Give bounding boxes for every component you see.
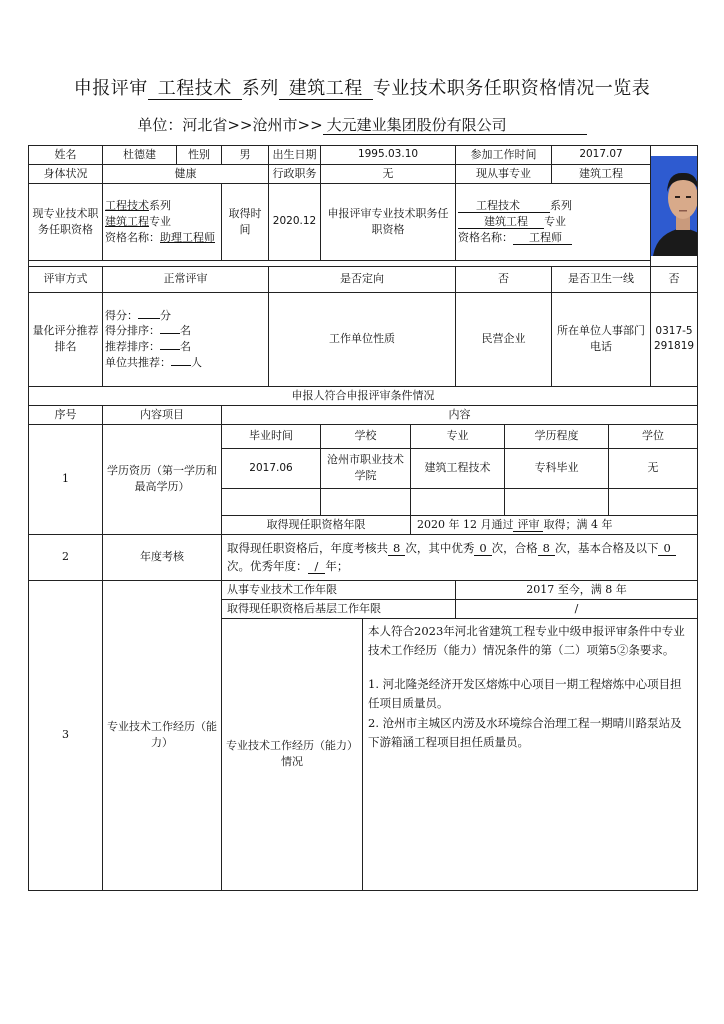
exp-base-label: 取得现任职资格后基层工作年限 bbox=[222, 599, 456, 618]
annual-text-2: 次，其中优秀 bbox=[405, 540, 475, 555]
current-qual-detail bbox=[103, 183, 222, 260]
edu-no: 1 bbox=[29, 424, 103, 534]
apply-qual-label: 申报评审专业技术职务任职资格 bbox=[321, 183, 456, 260]
name-label: 姓名 bbox=[29, 146, 103, 165]
score-label: 得分： bbox=[105, 308, 138, 322]
frontline-value: 否 bbox=[651, 266, 698, 292]
edu-degree: 无 bbox=[609, 448, 698, 488]
obtain-time-label: 取得时间 bbox=[222, 183, 269, 260]
hr-phone-value: 0317-5291819 bbox=[651, 292, 698, 386]
annual-excellent: 0 bbox=[474, 542, 491, 556]
annual-item: 年度考核 bbox=[103, 534, 222, 580]
birth-value: 1995.03.10 bbox=[321, 146, 456, 165]
health-label: 身体状况 bbox=[29, 164, 103, 183]
annual-excellent-years: / bbox=[308, 560, 326, 574]
edu-limit-label: 取得现任职资格年限 bbox=[222, 515, 411, 534]
score-unit: 分 bbox=[160, 308, 171, 322]
health-value: 健康 bbox=[103, 164, 269, 183]
annual-text-4: 次，基本合格及以下 bbox=[554, 540, 659, 555]
edu-grad-time: 2017.06 bbox=[222, 448, 321, 488]
edu-limit-date: 2020 年 12 月通过 bbox=[417, 517, 514, 531]
company-nature-value: 民营企业 bbox=[456, 292, 552, 386]
exp-base-value: / bbox=[456, 599, 698, 618]
current-major-value: 建筑工程 bbox=[552, 164, 651, 183]
page-title bbox=[0, 74, 724, 100]
score-rank-label: 得分排序： bbox=[105, 324, 160, 338]
current-qual-label: 现专业技术职务任职资格 bbox=[29, 183, 103, 260]
annual-text-5: 次。优秀年度： bbox=[227, 559, 308, 574]
current-qual-series-suffix: 系列 bbox=[149, 198, 171, 212]
admin-value: 无 bbox=[321, 164, 456, 183]
current-qual-major: 建筑工程 bbox=[105, 214, 149, 228]
apply-qual-series: 工程技术 bbox=[458, 200, 550, 213]
edu-item: 学历资历（第一学历和最高学历） bbox=[103, 424, 222, 534]
exp-detail-item-1: 1. 河北隆尧经济开发区熔炼中心项目一期工程熔炼中心项目担任项目质量员。 bbox=[368, 676, 682, 711]
company-nature-label: 工作单位性质 bbox=[269, 292, 456, 386]
hr-phone-label: 所在单位人事部门电话 bbox=[552, 292, 651, 386]
unit-name: 大元建业集团股份有限公司 bbox=[323, 117, 587, 135]
title-series-suffix: 系列 bbox=[241, 78, 279, 99]
annual-text-3: 次，合格 bbox=[491, 540, 538, 555]
id-photo bbox=[651, 146, 698, 267]
annual-pass: 8 bbox=[538, 542, 555, 556]
title-major: 建筑工程 bbox=[279, 79, 373, 100]
gender-label: 性别 bbox=[177, 146, 222, 165]
exp-detail bbox=[363, 618, 698, 890]
header-content: 内容 bbox=[222, 405, 698, 424]
birth-label: 出生日期 bbox=[269, 146, 321, 165]
section-title: 申报人符合申报评审条件情况 bbox=[29, 386, 698, 405]
apply-qual-name: 工程师 bbox=[513, 232, 572, 245]
current-major-label: 现从事专业 bbox=[456, 164, 552, 183]
quantified-score-label: 量化评分推荐排名 bbox=[29, 292, 103, 386]
exp-detail-label: 专业技术工作经历（能力）情况 bbox=[222, 618, 363, 890]
edu-col-major: 专业 bbox=[411, 424, 505, 448]
review-method-value: 正常评审 bbox=[103, 266, 269, 292]
unit-prefix: 河北省>>沧州市>> bbox=[182, 116, 323, 134]
edu-empty-3 bbox=[411, 488, 505, 515]
apply-qual-major-suffix: 专业 bbox=[544, 214, 567, 228]
edu-empty-1 bbox=[222, 488, 321, 515]
exp-years-value: 2017 至今，满 8 年 bbox=[456, 580, 698, 599]
name-value: 杜德建 bbox=[103, 146, 177, 165]
total-rec-unit: 人 bbox=[191, 356, 202, 370]
directed-label: 是否定向 bbox=[269, 266, 456, 292]
exp-item: 专业技术工作经历（能力） bbox=[103, 580, 222, 890]
edu-empty-5 bbox=[609, 488, 698, 515]
title-prefix: 申报评审 bbox=[73, 78, 148, 99]
exp-years-label: 从事专业技术工作年限 bbox=[222, 580, 456, 599]
annual-detail bbox=[222, 534, 698, 580]
frontline-label: 是否卫生一线 bbox=[552, 266, 651, 292]
work-start-label: 参加工作时间 bbox=[456, 146, 552, 165]
current-qual-major-suffix: 专业 bbox=[149, 214, 171, 228]
header-item: 内容项目 bbox=[103, 405, 222, 424]
edu-school: 沧州市职业技术学院 bbox=[321, 448, 411, 488]
edu-col-level: 学历程度 bbox=[505, 424, 609, 448]
title-series: 工程技术 bbox=[148, 79, 242, 100]
current-qual-name-prefix: 资格名称： bbox=[105, 230, 160, 244]
qualification-table bbox=[28, 145, 698, 891]
current-qual-series: 工程技术 bbox=[105, 198, 149, 212]
title-suffix: 专业技术职务任职资格情况一览表 bbox=[372, 78, 651, 99]
exp-detail-item-2: 2. 沧州市主城区内涝及水环境综合治理工程一期晴川路泵站及下游箱涵工程项目担任质量员。 bbox=[368, 715, 682, 750]
apply-qual-major: 建筑工程 bbox=[458, 216, 544, 229]
edu-empty-2 bbox=[321, 488, 411, 515]
portrait-image bbox=[651, 156, 698, 256]
review-method-label: 评审方式 bbox=[29, 266, 103, 292]
edu-level: 专科毕业 bbox=[505, 448, 609, 488]
edu-limit-value bbox=[411, 515, 698, 534]
apply-qual-detail bbox=[456, 183, 651, 260]
gender-value: 男 bbox=[222, 146, 269, 165]
unit-label: 单位： bbox=[137, 116, 183, 134]
directed-value: 否 bbox=[456, 266, 552, 292]
header-no: 序号 bbox=[29, 405, 103, 424]
annual-basic: 0 bbox=[658, 542, 675, 556]
edu-limit-method: 评审 bbox=[513, 519, 543, 532]
edu-empty-4 bbox=[505, 488, 609, 515]
current-qual-name: 助理工程师 bbox=[160, 230, 215, 244]
annual-text-6: 年； bbox=[325, 559, 349, 574]
score-rank-unit: 名 bbox=[180, 324, 191, 338]
annual-text-1: 取得现任职资格后，年度考核共 bbox=[227, 540, 388, 555]
exp-no: 3 bbox=[29, 580, 103, 890]
unit-line bbox=[0, 114, 724, 135]
work-start-value: 2017.07 bbox=[552, 146, 651, 165]
apply-qual-name-prefix: 资格名称： bbox=[458, 230, 514, 244]
edu-col-grad-time: 毕业时间 bbox=[222, 424, 321, 448]
edu-col-degree: 学位 bbox=[609, 424, 698, 448]
exp-detail-intro: 本人符合2023年河北省建筑工程专业中级申报评审条件中专业技术工作经历（能力）情况条件的第（二）项第5②条要求。 bbox=[368, 623, 685, 658]
annual-total: 8 bbox=[388, 542, 405, 556]
edu-limit-years: 取得；满 4 年 bbox=[543, 517, 613, 531]
annual-no: 2 bbox=[29, 534, 103, 580]
admin-label: 行政职务 bbox=[269, 164, 321, 183]
obtain-time-value: 2020.12 bbox=[269, 183, 321, 260]
rec-rank-label: 推荐排序： bbox=[105, 340, 160, 354]
total-rec-label: 单位共推荐： bbox=[105, 356, 171, 370]
edu-col-school: 学校 bbox=[321, 424, 411, 448]
score-detail bbox=[103, 292, 269, 386]
edu-major: 建筑工程技术 bbox=[411, 448, 505, 488]
rec-rank-unit: 名 bbox=[180, 340, 191, 354]
apply-qual-series-suffix: 系列 bbox=[550, 198, 573, 212]
